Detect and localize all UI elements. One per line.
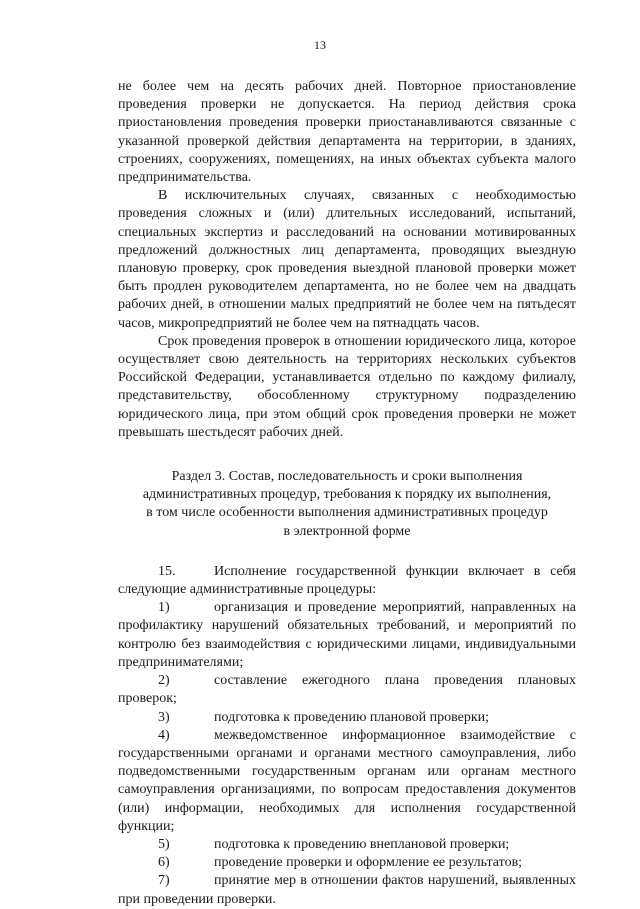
paragraph: В исключительных случаях, связанных с необходимостью проведения сложных и (или) длительных исследований, испытаний, специальных экспертиз и расследований на основании мотивированных предложений должностных лиц департамента, проводящих выездную плановую проверку, срок проведения выездной плановой проверки может быть продлен руководителем департамента, но не более чем на двадцать рабочих дней, в отношении малых предприятий не более чем на пятьдесят часов, микропредприятий не более чем на пятнадцать часов.	[118, 188, 576, 331]
section-heading-line: административных процедур, требования к порядку их выполнения,	[142, 487, 552, 503]
paragraph: Срок проведения проверок в отношении юридического лица, которое осуществляет свою деятельность на территориях нескольких субъектов Российской Федерации, устанавливается отдельно по каждому филиалу, представительству, обособленному структурному подразделению юридического лица, при этом общий срок проведения проверки не может превышать шестьдесят рабочих дней.	[118, 333, 576, 440]
clause-number: 15.	[158, 563, 176, 579]
list-item-text: межведомственное информационное взаимодействие с государственными органами и органами местного самоуправления, либо подведомственными государственным органам или органам местного самоуправления организациями, по вопросам предоставления документов (или) информации, необходимых для исполнения государственной функции;	[118, 727, 576, 834]
list-item-number: 7)	[158, 873, 170, 889]
section-heading-line: в электронной форме	[283, 523, 411, 539]
list-item-text: подготовка к проведению плановой проверки;	[214, 709, 490, 725]
clause-15	[118, 563, 576, 599]
page-content	[118, 78, 576, 909]
list-item-text: принятие мер в отношении фактов нарушений, выявленных при проведении проверки.	[118, 873, 576, 907]
list-item	[118, 672, 576, 708]
list-item-number: 4)	[158, 727, 170, 743]
section-heading	[118, 468, 576, 541]
list-item	[118, 854, 576, 872]
list-item-text: подготовка к проведению внеплановой проверки;	[214, 836, 510, 852]
list-item	[118, 836, 576, 854]
list-item-number: 1)	[158, 600, 170, 616]
list-item-text: организация и проведение мероприятий, направленных на профилактику нарушений обязательных требований, и мероприятий по контролю без взаимодействия с юридическими лицами, индивидуальными предпринимателями;	[118, 600, 576, 670]
list-item	[118, 709, 576, 727]
paragraph: не более чем на десять рабочих дней. Повторное приостановление проведения проверки не допускается. На период действия срока приостановления проведения проверки приостанавливаются связанные с указанной проверкой действия департамента на территории, в зданиях, строениях, сооружениях, помещениях, на иных объектах субъекта малого предпринимательства.	[118, 79, 576, 186]
list-item-text: составление ежегодного плана проведения плановых проверок;	[118, 673, 576, 707]
list-item	[118, 727, 576, 836]
list-item-text: проведение проверки и оформление ее результатов;	[214, 855, 523, 871]
list-item-number: 6)	[158, 855, 170, 871]
list-item	[118, 599, 576, 672]
list-item	[118, 872, 576, 908]
list-item-number: 2)	[158, 673, 170, 689]
page-number: 13	[314, 38, 326, 52]
section-heading-line: Раздел 3. Состав, последовательность и сроки выполнения	[171, 469, 523, 485]
list-item-number: 5)	[158, 836, 170, 852]
list-item-number: 3)	[158, 709, 170, 725]
section-heading-line: в том числе особенности выполнения административных процедур	[146, 505, 548, 521]
clause-text: Исполнение государственной функции включает в себя следующие административные процедуры:	[118, 563, 576, 598]
